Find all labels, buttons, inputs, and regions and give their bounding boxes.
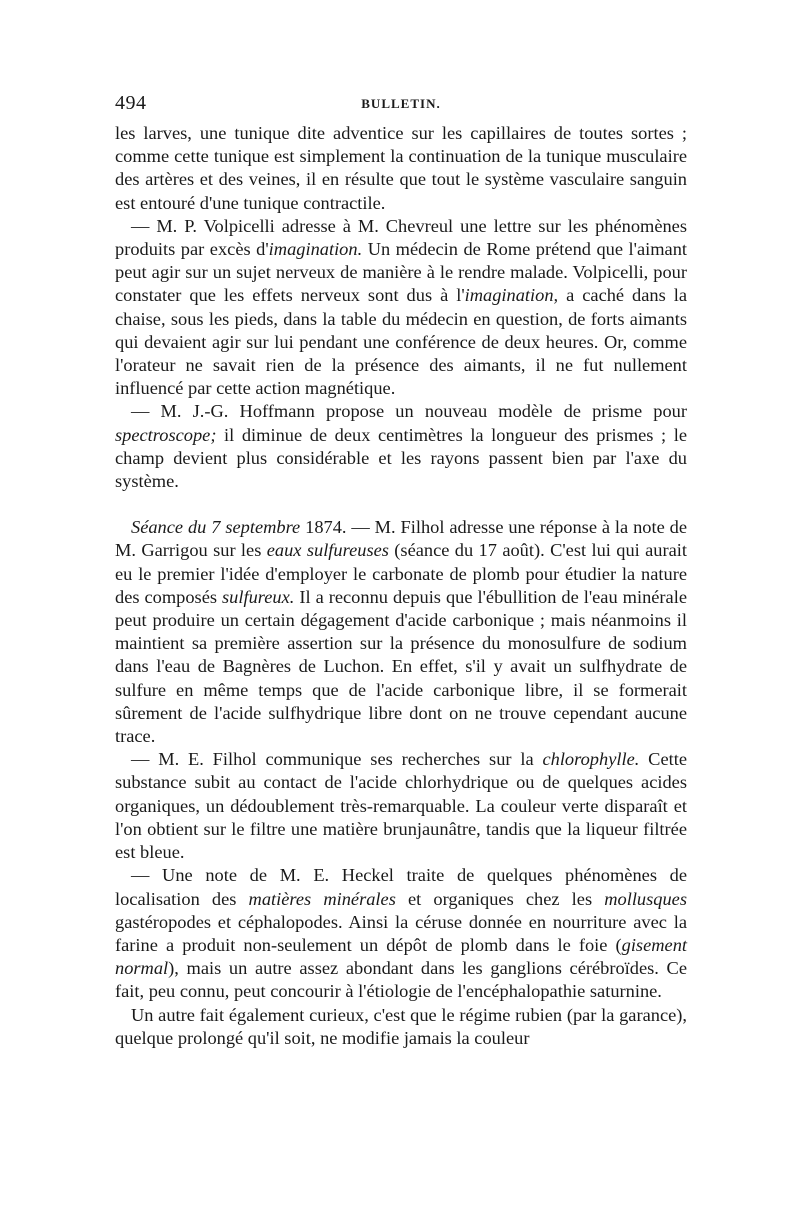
paragraph-regime-rubien: Un autre fait également curieux, c'est que le régime rubien (par la garance), quelque prolongé qu'il soit, ne modifie jamais la couleur	[115, 1004, 687, 1048]
paragraph-seance-7-septembre: Séance du 7 septembre 1874. — M. Filhol adresse une réponse à la note de M. Garrigou sur les eaux sulfureuses (séance du 17 août). C'est lui qui aurait eu le premier l'idée d'employer le carbonate de plomb pour étudier la nature des composés sulfureux. Il a reconnu depuis que l'ébullition de l'eau minérale peut produire un certain dégagement d'acide carbonique ; mais néanmoins il maintient sa première assertion sur la présence du monosulfure de sodium dans l'eau de Bagnères de Luchon. En effet, s'il y avait un sulfhydrate de sulfure en même temps que de l'acide carbonique libre, il se formerait sûrement de l'acide sulfhydrique libre dont on ne trouve cependant aucune trace.	[115, 517, 688, 747]
session-date: Séance du 7 septembre	[131, 517, 301, 538]
paragraph-heckel: — Une note de M. E. Heckel traite de quelques phénomènes de localisation des matières minérales et organiques chez les mollusques gastéropodes et céphalopodes. Ainsi la céruse donnée en nourriture avec la farine a produit non-seulement un dépôt de plomb dans le foie (gisement normal), mais un autre assez abondant dans les ganglions cérébroïdes. Ce fait, peu connu, peut concourir à l'étiologie de l'encéphalopathie saturnine.	[115, 865, 687, 1002]
paragraph-larves: les larves, une tunique dite adventice sur les capillaires de toutes sortes ; comme cette tunique est simplement la continuation de la tunique musculaire des artères et des veines, il en résulte que tout le système vasculaire sanguin est entouré d'une tunique contractile.	[115, 123, 687, 213]
page	[115, 92, 687, 1050]
page-number: 494	[115, 92, 147, 114]
paragraph-volpicelli: — M. P. Volpicelli adresse à M. Chevreul une lettre sur les phénomènes produits par excès d'imagination. Un médecin de Rome prétend que l'aimant peut agir sur un sujet nerveux de manière à le rendre malade. Volpicelli, pour constater que les effets nerveux sont dus à l'imagination, a caché dans la chaise, sous les pieds, dans la table du médecin en question, de forts aimants qui devaient agir sur lui pendant une conférence de deux heures. Or, comme l'orateur ne savait rien de la présence des aimants, il ne fut nullement influencé par cette action magnétique.	[115, 215, 688, 399]
paragraph-chlorophylle: — M. E. Filhol communique ses recherches sur la chlorophylle. Cette substance subit au contact de l'acide chlorhydrique ou de quelques acides organiques, un dédoublement très-remarquable. La couleur verte disparaît et l'on obtient sur le filtre une matière brunjaunâtre, tandis que la liqueur filtrée est bleue.	[115, 749, 687, 863]
paragraph-hoffmann: — M. J.-G. Hoffmann propose un nouveau modèle de prisme pour spectroscope; il diminue de deux centimètres la longueur des prismes ; le champ devient plus considérable et les rayons passent bien par l'axe du système.	[115, 401, 687, 492]
running-title: BULLETIN.	[361, 96, 441, 111]
page-header	[115, 92, 687, 122]
section-gap	[115, 493, 687, 516]
body-text	[115, 122, 687, 1050]
